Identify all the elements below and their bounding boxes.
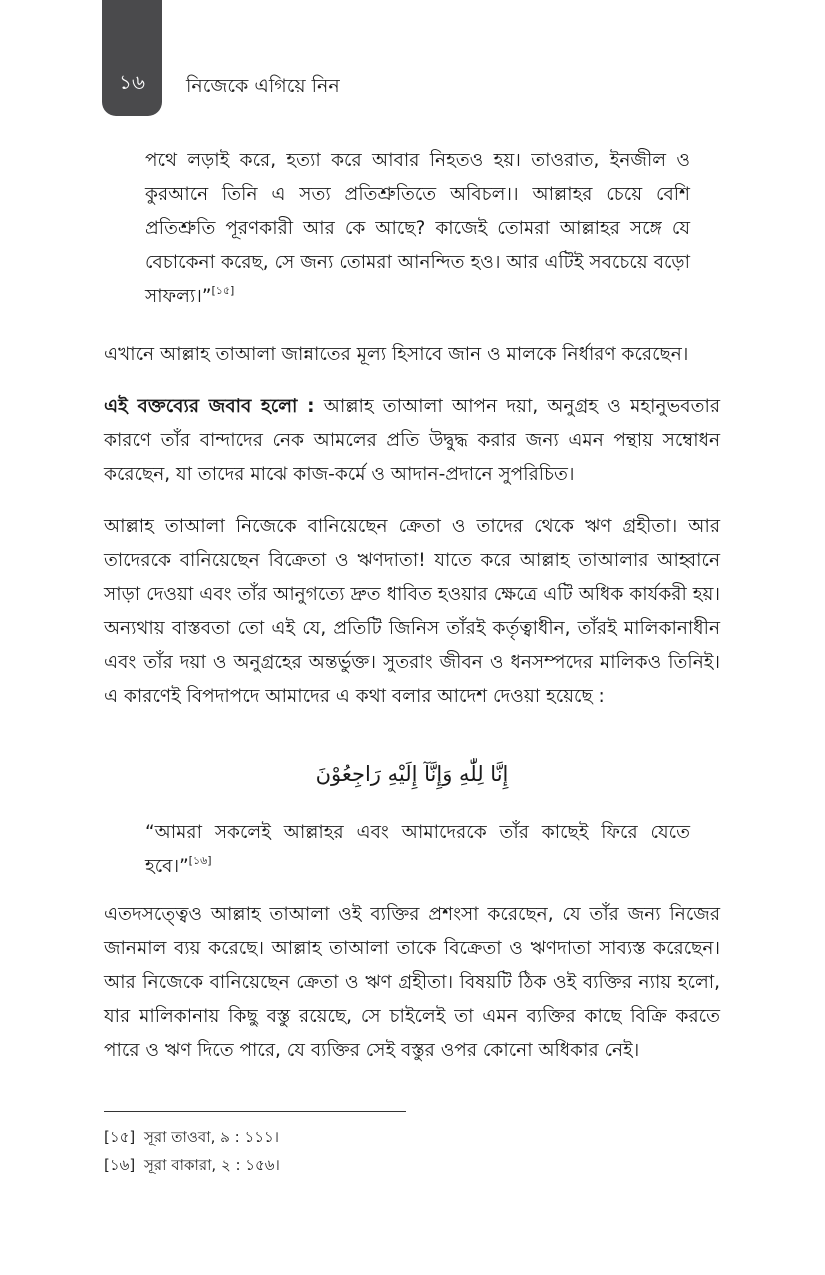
- footnote-mark: [১৫]: [104, 1128, 136, 1146]
- quote-block-2: [145, 816, 690, 884]
- footnote-ref-15: [১৫]: [211, 284, 235, 297]
- paragraph-2: [104, 390, 720, 492]
- quote-2-text: “আমরা সকলেই আল্লাহর এবং আমাদেরকে তাঁর কাছেই ফিরে যেতে হবে।”: [145, 822, 690, 877]
- answer-lead: এই বক্তব্যের জবাব হলো :: [104, 396, 315, 417]
- running-title: নিজেকে এগিয়ে নিন: [186, 75, 340, 97]
- paragraph-1: এখানে আল্লাহ তাআলা জান্নাতের মূল্য হিসাবে জান ও মালকে নির্ধারণ করেছেন।: [104, 344, 689, 365]
- quote-block: [145, 144, 690, 314]
- quote-text: পথে লড়াই করে, হত্যা করে আবার নিহতও হয়। তাওরাত, ইনজীল ও কুরআনে তিনি এ সত্য প্রতিশ্রুতিতে অবিচল।। আল্লাহর চেয়ে বেশি প্রতিশ্রুতি পূরণকারী আর কে আছে? কাজেই তোমরা আল্লাহর সঙ্গে যে বেচাকেনা করেছ, সে জন্য তোমরা আনন্দিত হও। আর এটিই সবচেয়ে বড়ো সাফল্য।”: [145, 150, 690, 307]
- paragraph-3: আল্লাহ তাআলা নিজেকে বানিয়েছেন ক্রেতা ও তাদের থেকে ঋণ গ্রহীতা। আর তাদেরকে বানিয়েছেন বিক্রেতা ও ঋণদাতা! যাতে করে আল্লাহ তাআলার আহ্বানে সাড়া দেওয়া এবং তাঁর আনুগত্যে দ্রুত ধাবিত হওয়ার ক্ষেত্রে এটি অধিক কার্যকরী হয়। অন্যথায় বাস্তবতা তো এই যে, প্রতিটি জিনিস তাঁরই কর্তৃত্বাধীন, তাঁরই মালিকানাধীন এবং তাঁর দয়া ও অনুগ্রহের অন্তর্ভুক্ত। সুতরাং জীবন ও ধনসম্পদের মালিকও তিনিই। এ কারণেই বিপদাপদে আমাদের এ কথা বলার আদেশ দেওয়া হয়েছে :: [104, 516, 720, 707]
- footnote-mark: [১৬]: [104, 1156, 136, 1174]
- footnote-15: [104, 1124, 279, 1150]
- page-number: ১৬: [119, 70, 145, 94]
- footnote-text: সূরা তাওবা, ৯ : ১১১।: [144, 1128, 280, 1146]
- answer-text: আল্লাহ তাআলা আপন দয়া, অনুগ্রহ ও মহানুভবতার কারণে তাঁর বান্দাদের নেক আমলের প্রতি উদ্বুদ্ধ করার জন্য এমন পন্থায় সম্বোধন করেছেন, যা তাদের মাঝে কাজ-কর্মে ও আদান-প্রদানে সুপরিচিত।: [104, 396, 720, 485]
- footnote-divider: [104, 1111, 406, 1112]
- footnote-text: সূরা বাকারা, ২ : ১৫৬।: [144, 1156, 280, 1174]
- arabic-verse: إِنَّا لِلّٰهِ وَإِنَّآ إِلَيْهِ رَاجِعُوْنَ: [315, 762, 509, 786]
- paragraph-4: এতদসত্ত্বেও আল্লাহ তাআলা ওই ব্যক্তির প্রশংসা করেছেন, যে তাঁর জন্য নিজের জানমাল ব্যয় করেছে। আল্লাহ তাআলা তাকে বিক্রেতা ও ঋণদাতা সাব্যস্ত করেছেন। আর নিজেকে বানিয়েছেন ক্রেতা ও ঋণ গ্রহীতা। বিষয়টি ঠিক ওই ব্যক্তির ন্যায় হলো, যার মালিকানায় কিছু বস্তু রয়েছে, সে চাইলেই তা এমন ব্যক্তির কাছে বিক্রি করতে পারে ও ঋণ দিতে পারে, যে ব্যক্তির সেই বস্তুর ওপর কোনো অধিকার নেই।: [104, 904, 720, 1061]
- footnote-ref-16: [১৬]: [188, 854, 212, 867]
- footnote-16: [104, 1152, 280, 1178]
